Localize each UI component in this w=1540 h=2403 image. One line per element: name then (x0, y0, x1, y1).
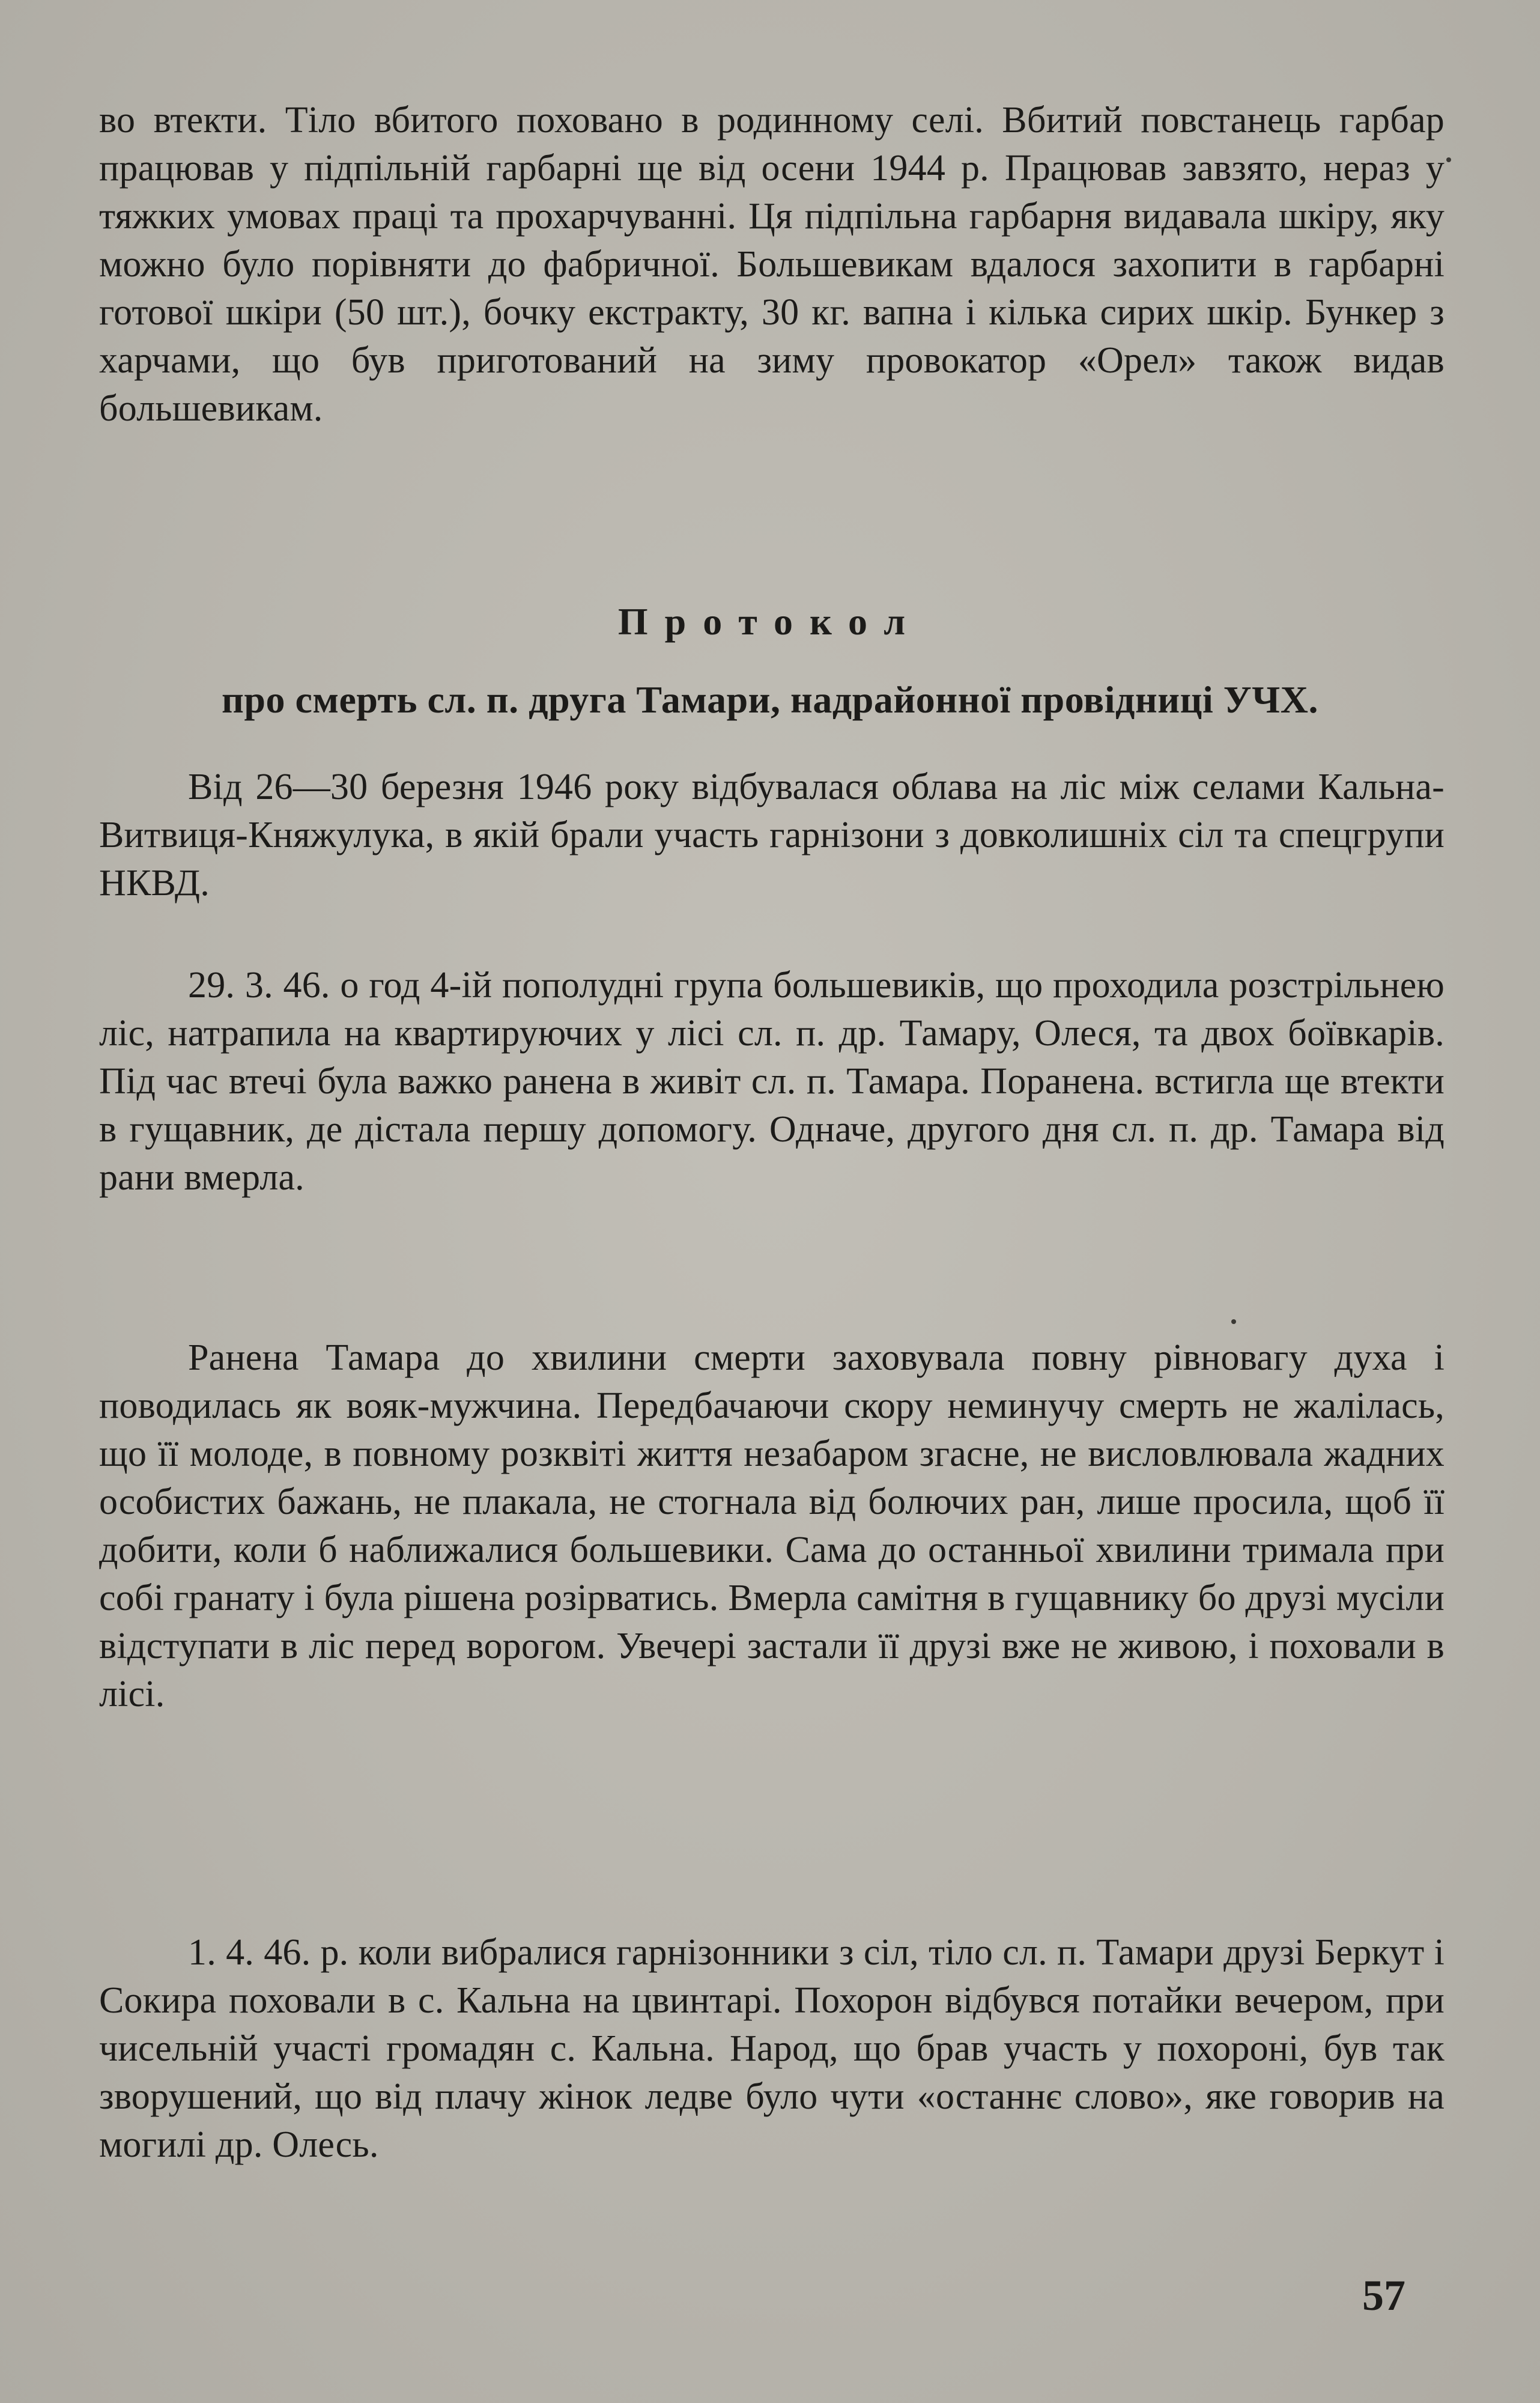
print-speck (1231, 1319, 1236, 1324)
paragraph-2-block (99, 961, 1445, 1202)
print-speck (1446, 157, 1451, 162)
paragraph-3: Ранена Тамара до хвилини смерти заховувала повну рівновагу духа і поводилась як вояк-мужчина. Передбачаючи скору неминучу смерть не жалілась, що її молоде, в повному розквіті життя незабаром згасне, не висловлювала жадних особистих бажань, не плакала, не стогнала від болючих ран, лише просила, щоб її добити, коли б наближалися большевики. Сама до останньої хвилини тримала при собі гранату і була рішена розірватись. Вмерла самітня в гущавнику бо друзі мусіли відступати в ліс перед ворогом. Увечері застали її друзі вже не живою, і поховали в лісі. (99, 1337, 1445, 1715)
paragraph-3-block (99, 1334, 1445, 1718)
paragraph-4: 1. 4. 46. р. коли вибралися гарнізонники з сіл, тіло сл. п. Тамари друзі Беркут і Сокира поховали в с. Кальна на цвинтарі. Похорон відбувся потайки вечером, при чисельній участі громадян с. Кальна. Народ, що брав участь у похороні, був так зворушений, що від плачу жінок ледве було чути «останнє слово», яке говорив на могилі др. Олесь. (99, 1932, 1445, 2165)
continuation-block (99, 96, 1445, 433)
continuation-paragraph: во втекти. Тіло вбитого поховано в родинному селі. Вбитий повстанець гарбар працював у підпільній гарбарні ще від осени 1944 р. Працював завзято, нераз у тяжких умовах праці та прохарчуванні. Ця підпільна гарбарня видавала шкіру, яку можно було порівняти до фабричної. Большевикам вдалося захопити в гарбарні готової шкіри (50 шт.), бочку екстракту, 30 кг. вапна і кілька сирих шкір. Бункер з харчами, що був приготований на зиму провокатор «Орел» також видав большевикам. (99, 100, 1445, 429)
paragraph-2: 29. 3. 46. о год 4-ій пополудні група большевиків, що проходила розстрільнею ліс, натрапила на квартируючих у лісі сл. п. др. Тамару, Олеся, та двох боївкарів. Під час втечі була важко ранена в живіт сл. п. Тамара. Поранена. встигла ще втекти в гущавник, де дістала першу допомогу. Одначе, другого дня сл. п. др. Тамара від рани вмерла. (99, 965, 1445, 1198)
paragraph-1: Від 26—30 березня 1946 року відбувалася облава на ліс між селами Кальна-Витвиця-Княжулука, в якій брали участь гарнізони з довколишніх сіл та спецгрупи НКВД. (99, 767, 1445, 904)
section-title: Протокол (617, 600, 923, 643)
paragraph-4-block (99, 1928, 1445, 2169)
paragraph-1-block (99, 763, 1445, 907)
page-number: 57 (1362, 2271, 1405, 2319)
section-subtitle: про смерть сл. п. друга Тамари, надрайонної провідниці УЧХ. (222, 678, 1318, 721)
